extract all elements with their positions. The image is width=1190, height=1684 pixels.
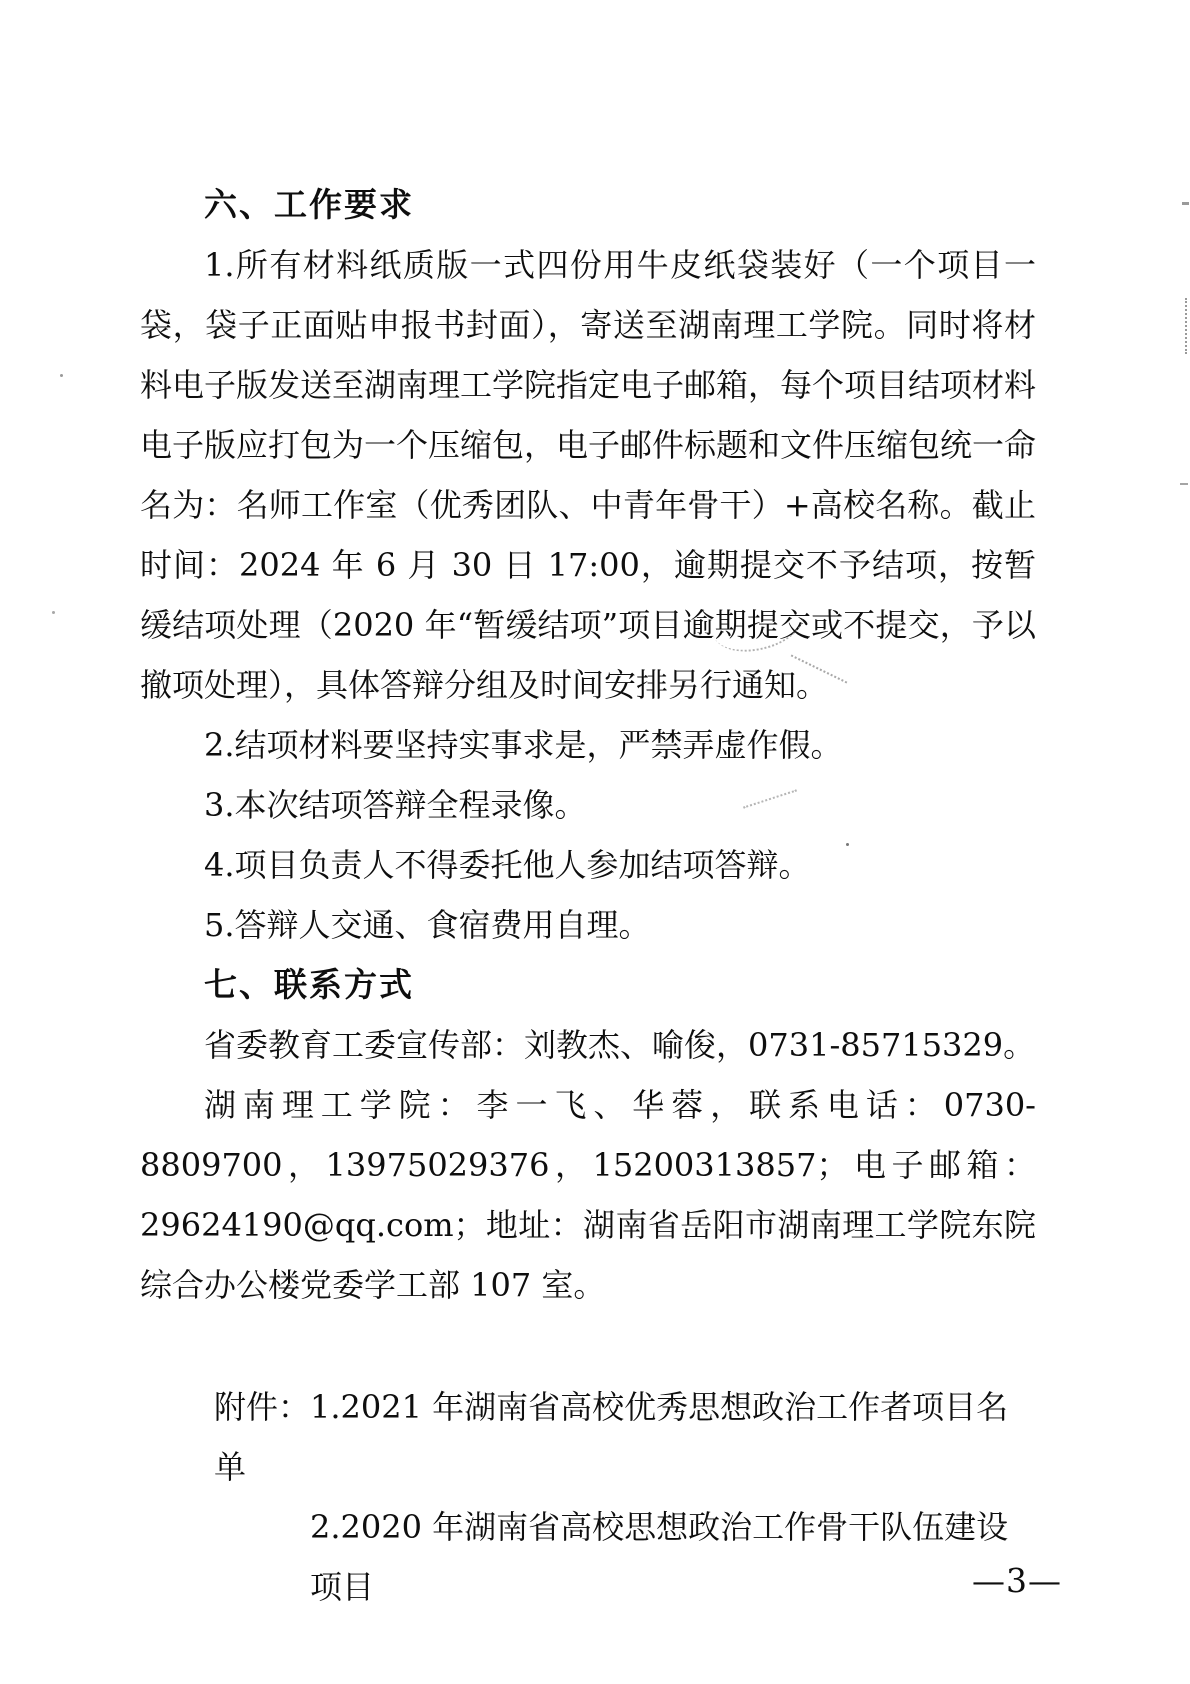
section-heading-work-requirements: 六、工作要求 — [204, 185, 414, 224]
scan-artifact-edge-dash — [1182, 202, 1189, 205]
scan-artifact-edge-dash — [1180, 483, 1188, 485]
attachment-item-1-text: 1.2021 年湖南省高校优秀思想政治工作者项目名单 — [214, 1388, 1009, 1486]
attachment-item-2: 2.2020 年湖南省高校思想政治工作骨干队伍建设项目 — [310, 1508, 1009, 1606]
paragraph-expenses-self-paid: 5.答辩人交通、食宿费用自理。 — [204, 906, 651, 944]
paragraph-provincial-committee-contact: 省委教育工委宣传部：刘教杰、喻俊，0731-85715329。 — [204, 1026, 1036, 1064]
section-heading-contact-info: 七、联系方式 — [204, 965, 414, 1004]
scan-artifact-speck — [52, 611, 55, 614]
paragraph-materials-submission: 1.所有材料纸质版一式四份用牛皮纸袋装好（一个项目一袋，袋子正面贴申报书封面），寄送至湖南理工学院。同时将材料电子版发送至湖南理工学院指定电子邮箱，每个项目结项材料电子版应打包为一个压缩包，电子邮件标题和文件压缩包统一命名为：名师工作室（优秀团队、中青年骨干）+高校名称。截止时间：2024 年 6 月 30 日 17:00，逾期提交不予结项，按暂缓结项处理（2020 年“暂缓结项”项目逾期提交或不提交，予以撤项处理），具体答辩分组及时间安排另行通知。 — [140, 246, 1037, 704]
paragraph-truthfulness: 2.结项材料要坚持实事求是，严禁弄虚作假。 — [204, 726, 843, 764]
document-body — [140, 175, 1036, 1617]
paragraph-no-delegation: 4.项目负责人不得委托他人参加结项答辩。 — [204, 846, 811, 884]
attachments-block — [140, 1377, 1036, 1617]
paragraph-college-contact: 湖南理工学院：李一飞、华蓉，联系电话：0730-8809700，13975029376，15200313857；电子邮箱：29624190@qq.com；地址：湖南省岳阳市湖南理工学院东院综合办公楼党委学工部 107 室。 — [140, 1086, 1036, 1304]
attachments-label: 附件： — [214, 1388, 311, 1426]
page-number: —3— — [972, 1561, 1062, 1600]
paragraph-defense-recording: 3.本次结项答辩全程录像。 — [204, 786, 587, 824]
scan-artifact-edge-dots — [1185, 298, 1187, 354]
attachment-item-1 — [140, 1377, 1036, 1497]
scan-artifact-speck — [60, 374, 63, 377]
